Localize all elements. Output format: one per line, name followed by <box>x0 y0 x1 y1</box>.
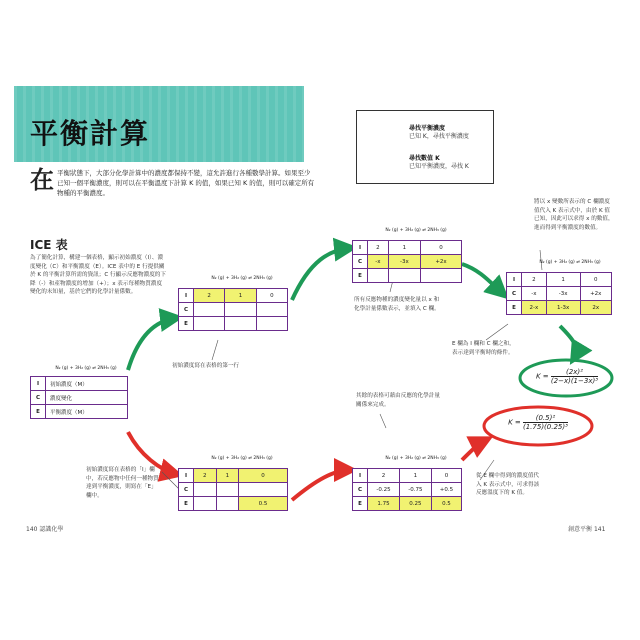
footer-left: 140 認識化學 <box>26 526 64 533</box>
note-initial-row: 初始濃度寫在表格的第一行 <box>172 363 240 369</box>
ice-table-initial: I 2 1 0 C E <box>178 288 288 331</box>
note-first-row-red: 初始濃度寫在表格的「I」欄中，若反應物中任何一種物質達到平衡濃度，則寫在「E」欄中。 <box>86 467 159 499</box>
ice-table-equilibrium: I 2 1 0 C -x -3x +2x E 2-x 1-3x 2x <box>506 272 612 315</box>
equation-base: N₂ (g) + 3H₂ (g) ⇌ 2NH₃ (g) <box>55 366 117 371</box>
ice-heading: ICE 表 <box>30 238 68 252</box>
formula-red: K = $\frac{\text{(0.5)²}}{\text{(1.75)(0.25)³}}$ <box>508 414 568 431</box>
footer-right: 創意平衡 141 <box>568 526 606 533</box>
legend-box <box>356 110 494 184</box>
equation-red-2: N₂ (g) + 3H₂ (g) ⇌ 2NH₃ (g) <box>385 456 447 461</box>
green-arrow-1 <box>128 318 176 370</box>
intro-paragraph: 在平衡狀態下，大部分化學計算中的濃度都保持不變，這允許進行各種數學計算。如果至少已知一個平衡濃度，則可以在平衡溫度下計算 K 的值，如果已知 K 的值，則可以確定所有物種的平衡濃度。 <box>30 166 315 197</box>
note-change-row: 所有反應物種的濃度變化量以 x 和化學計量係數表示，並填入 C 欄。 <box>354 297 440 312</box>
note-unknown: 將以 x 變數所表示的 C 欄濃度值代入 K 表示式中，由於 K 值已知，因此可以求得 x 的數值，進而得到平衡濃度的數值。 <box>534 199 614 231</box>
ice-table-change: I 2 1 0 C -x -3x +2x E <box>352 240 462 283</box>
green-arrow-2 <box>292 248 350 300</box>
equation-red-1: N₂ (g) + 3H₂ (g) ⇌ 2NH₃ (g) <box>211 456 273 461</box>
red-arrow-2 <box>292 470 350 500</box>
equation-green-1: N₂ (g) + 3H₂ (g) ⇌ 2NH₃ (g) <box>211 276 273 281</box>
formula-green: K = $\frac{\text{(2x)²}}{\text{(2−x)(1−3x)³}}$ <box>535 368 599 385</box>
note-sum-row: E 欄為 I 欄和 C 欄之和，表示達到平衡時的條件。 <box>452 341 515 356</box>
ice-table-red-complete: I 2 1 0 C -0.25 -0.75 +0.5 E 1.75 0.25 0.5 <box>352 468 462 511</box>
ice-table-red-initial: I 2 1 0 C E 0.5 <box>178 468 288 511</box>
ice-description: 為了簡化計算，構建一個表格，顯示初始濃度（I）、濃度變化（C）和平衡濃度（E）。ICE 表中的 E 行提供關於 K 的平衡計算所需的資訊；C 行顯示反應物濃度的下降（-）和產物濃度的增加（+）；x 表示每種物質濃度變化的未知量，基於它們的化學計量係數。 <box>30 255 166 295</box>
ice-table-base: I 初始濃度（M） C 濃度變化 E 平衡濃度（M） <box>30 376 128 419</box>
note-stoich: 其餘的表格可藉由反應的化學計量關係來完成。 <box>356 393 440 408</box>
legend-green-text: 尋找平衡濃度 已知 K，尋找平衡濃度 <box>409 125 469 140</box>
equation-green-3: N₂ (g) + 3H₂ (g) ⇌ 2NH₃ (g) <box>539 260 601 265</box>
page-title: 平衡計算 <box>30 117 151 150</box>
green-arrow-4 <box>560 326 576 358</box>
equation-green-2: N₂ (g) + 3H₂ (g) ⇌ 2NH₃ (g) <box>385 228 447 233</box>
legend-red-text: 尋找數值 K 已知平衡濃度，尋找 K <box>409 155 469 170</box>
note-k-from-e: 從 E 欄中得到的濃度值代入 K 表示式中，可求得該反應溫度下的 K 值。 <box>476 473 540 496</box>
green-arrow-3 <box>462 264 503 294</box>
